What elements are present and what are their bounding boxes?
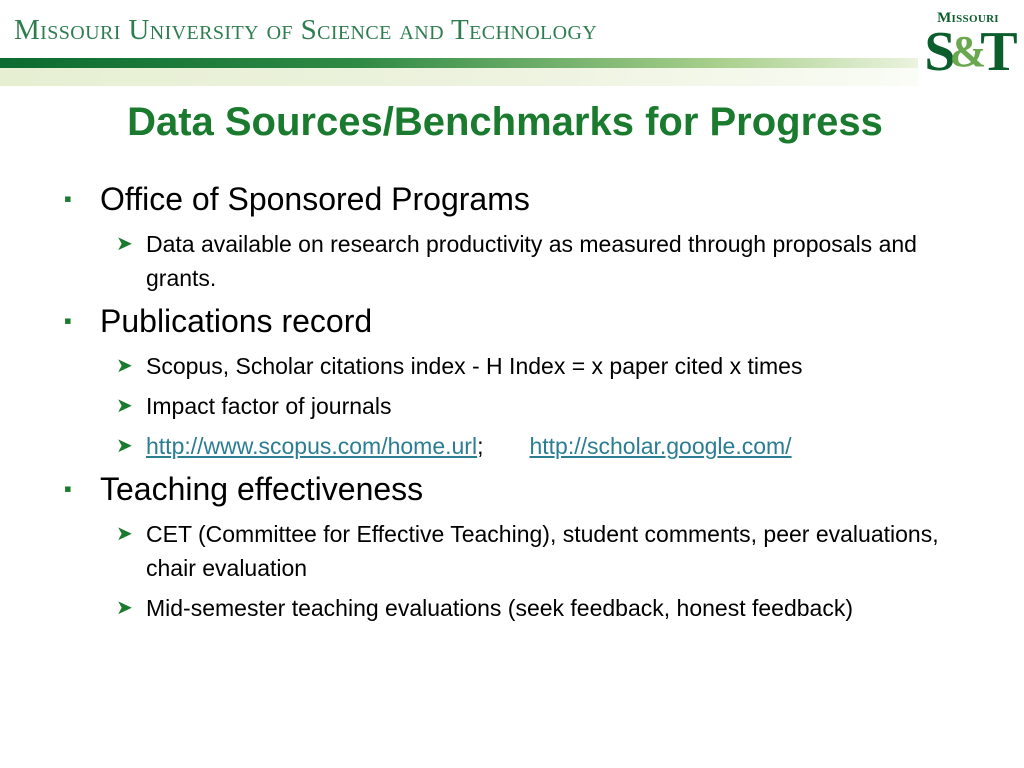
section-label: Office of Sponsored Programs [100, 181, 530, 217]
list-item-text: CET (Committee for Effective Teaching), student comments, peer evaluations, chair evaluation [146, 521, 939, 581]
logo-mark [918, 22, 1018, 86]
google-scholar-link[interactable]: http://scholar.google.com/ [529, 433, 792, 459]
st-logo [918, 8, 1018, 86]
link-separator: ; [477, 433, 484, 459]
section-teaching-effectiveness [62, 469, 982, 509]
section-publications-record [62, 301, 982, 341]
list-item [62, 517, 982, 585]
arrow-bullet-icon: ➤ [116, 597, 133, 619]
section-label: Publications record [100, 303, 373, 339]
list-item-text: Data available on research productivity as measured through proposals and grants. [146, 231, 917, 291]
logo-t: T [980, 21, 1012, 83]
university-name: Missouri University of Science and Technology [14, 14, 598, 46]
slide-header [0, 0, 1024, 88]
section-label: Teaching effectiveness [100, 471, 424, 507]
arrow-bullet-icon: ➤ [116, 395, 133, 417]
square-bullet-icon: ▪ [64, 476, 72, 501]
square-bullet-icon: ▪ [64, 186, 72, 211]
header-band-shadow [0, 68, 1024, 86]
logo-ampersand: & [949, 27, 981, 76]
list-item-text: Mid-semester teaching evaluations (seek feedback, honest feedback) [146, 595, 854, 621]
slide-title: Data Sources/Benchmarks for Progress [127, 100, 883, 144]
square-bullet-icon: ▪ [64, 308, 72, 333]
arrow-bullet-icon: ➤ [116, 233, 133, 255]
arrow-bullet-icon: ➤ [116, 523, 133, 545]
logo-s: S [924, 21, 950, 83]
header-band [0, 58, 1024, 68]
list-item [62, 349, 982, 383]
section-sponsored-programs [62, 179, 982, 219]
list-item [62, 591, 982, 625]
logo-missouri-text: Missouri [937, 10, 999, 26]
list-item-text: Scopus, Scholar citations index - H Index = x paper cited x times [146, 353, 803, 379]
arrow-bullet-icon: ➤ [116, 355, 133, 377]
list-item [62, 227, 982, 295]
list-item-text: Impact factor of journals [146, 393, 392, 419]
slide-body [62, 175, 982, 631]
list-item [62, 389, 982, 423]
scopus-link[interactable]: http://www.scopus.com/home.url [146, 433, 478, 459]
arrow-bullet-icon: ➤ [116, 435, 133, 457]
list-item-links [62, 429, 982, 463]
